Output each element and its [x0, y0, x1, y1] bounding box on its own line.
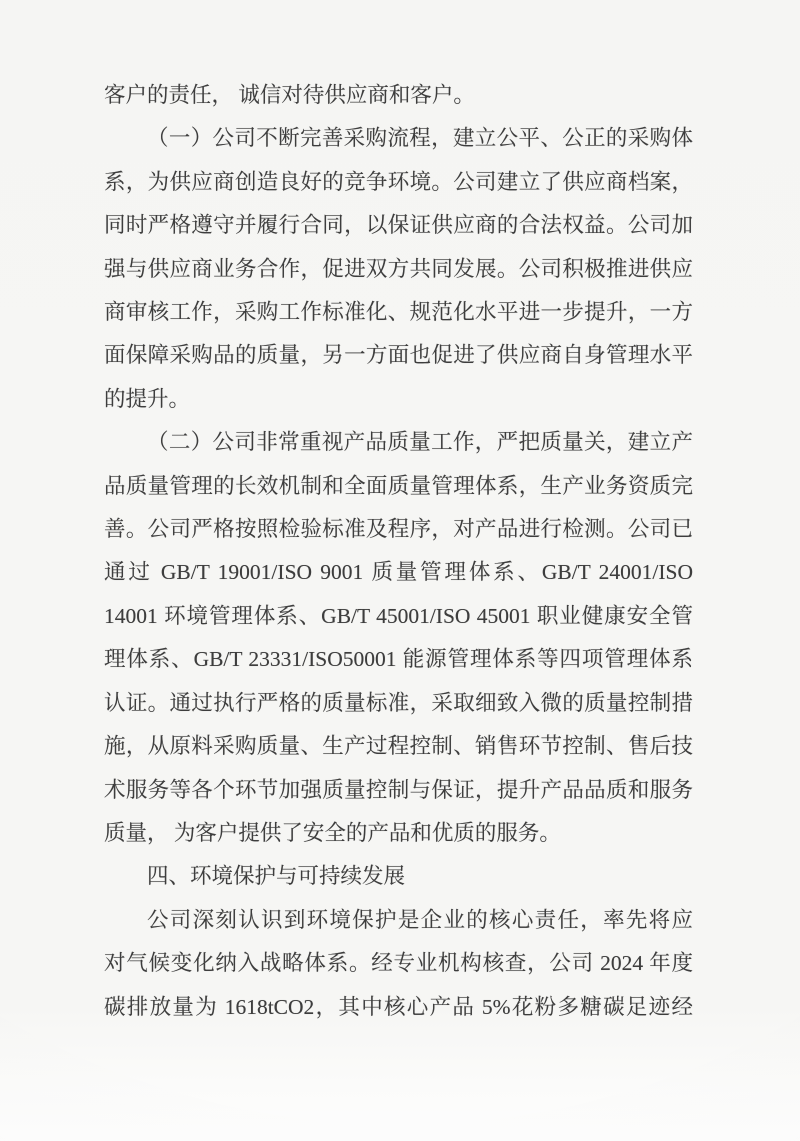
text-line: 认证。通过执行严格的质量标准，采取细致入微的质量控制措	[104, 690, 693, 715]
text-line: 商审核工作，采购工作标准化、规范化水平进一步提升，一方	[104, 300, 693, 325]
text-line: 术服务等各个环节加强质量控制与保证，提升产品品质和服务	[104, 777, 693, 802]
text-line: （二）公司非常重视产品质量工作，严把质量关，建立产	[147, 430, 693, 455]
text-line: 品质量管理的长效机制和全面质量管理体系，生产业务资质完	[104, 473, 693, 498]
text-line: 通过 GB/T 19001/ISO 9001 质量管理体系、GB/T 24001/ISO	[104, 560, 693, 585]
text-line: 公司深刻认识到环境保护是企业的核心责任，率先将应	[147, 907, 693, 932]
section-heading: 四、环境保护与可持续发展	[147, 864, 406, 889]
text-line: 质量， 为客户提供了安全的产品和优质的服务。	[104, 820, 561, 845]
text-line: （一）公司不断完善采购流程，建立公平、公正的采购体	[147, 126, 693, 151]
text-line: 碳排放量为 1618tCO2，其中核心产品 5%花粉多糖碳足迹经	[104, 994, 693, 1019]
text-line: 施，从原料采购质量、生产过程控制、销售环节控制、售后技	[104, 734, 693, 759]
document-body	[104, 74, 693, 1029]
text-line: 面保障采购品的质量，另一方面也促进了供应商自身管理水平	[104, 343, 693, 368]
text-line: 强与供应商业务合作，促进双方共同发展。公司积极推进供应	[104, 256, 693, 281]
text-line: 善。公司严格按照检验标准及程序，对产品进行检测。公司已	[104, 517, 693, 542]
text-line: 系，为供应商创造良好的竞争环境。公司建立了供应商档案，	[104, 169, 693, 194]
text-line: 对气候变化纳入战略体系。经专业机构核查，公司 2024 年度	[104, 951, 693, 976]
text-line: 的提升。	[104, 386, 191, 411]
text-line: 理体系、GB/T 23331/ISO50001 能源管理体系等四项管理体系	[104, 647, 693, 672]
text-line: 14001 环境管理体系、GB/T 45001/ISO 45001 职业健康安全管	[104, 603, 693, 628]
text-line: 同时严格遵守并履行合同，以保证供应商的合法权益。公司加	[104, 213, 693, 238]
text-line: 客户的责任， 诚信对待供应商和客户。	[104, 83, 475, 107]
